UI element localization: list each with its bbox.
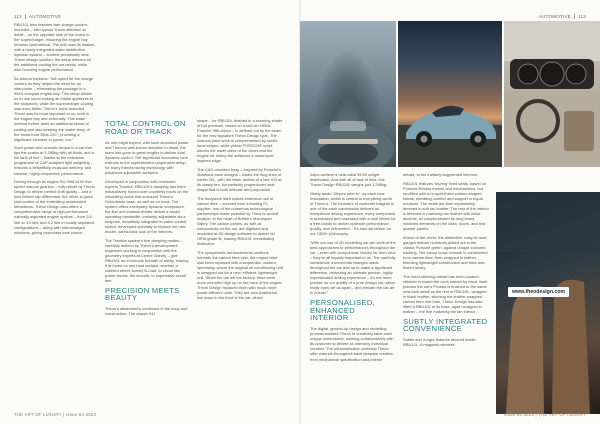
paragraph: Ahead of the driver, the distinctive, easy-to-read gauges feature numerals picked out in the classic Porsche green, against unique coloured backing. The luxury cross console is constructed from carbon fibre, then wrapped in leather, blending lightweight construction and tried-and-tested luxury.	[403, 234, 488, 270]
header-divider	[574, 14, 575, 19]
paragraph: The sympathetic enhancements continue beneath the carbon fibre skin, the engine brief was been replaced with a sequential, modern, speedway, where the original air conditioning unit is swapped out for a new, efficient, lightweight unit. When the car left the factory, there were more mounted high up on the back of the engine. Theon Design replaced them with much more power-efficient units. They are now positioned low down in the front of the car, which	[197, 249, 283, 301]
heading-personalised: PERSONALISED, ENHANCED INTERIOR	[310, 297, 376, 323]
paragraph: As one might expect, with such abundant power and Theon’s well-known attention to detail, the team has gone to great lengths to deliver total dynamic control. The significant innovation here extends to the sophisticated suspension setup, for many frames racing technology with advanced adjustable dampers.	[105, 139, 189, 175]
paragraph: details, to the invisibly augmented interiors.	[403, 172, 479, 177]
photo-dashboard-gauges	[504, 21, 600, 167]
paragraph: RBU10L also features twin charge coolers, mounted – with typical Theon attention to detail – on the opposite side of the motor to the supercharger, ensuring the engine bay remains symmetrical. The unit uses its intakes with a newly integrated water distribution injection system – another predictably neat Theon design solution; the setup delivers all the additional cooling the car needs, while also boosting engine performance.	[14, 22, 95, 73]
interior-illustration	[496, 192, 600, 414]
paragraph: Theon’s attainment’s continued in the body and construction. The classic 911	[105, 306, 188, 317]
left-page-footer: THE ART OF LUXURY | Issue 64 2023	[14, 412, 97, 417]
header-divider	[25, 14, 26, 19]
paragraph: Driving through its engine 911 R66 6100 five-speed manual gearbox – fully rebuilt by Theon Design to deliver perfect shift quality – and a new limited slip differential, the driver is given total control of the enthralling accelerated sensations. Theon Design also offers a comprehensive range of high-performance naturally aspirated engine options – from 3.6 litre to 4.0 litre and 4.2 litre in locally aspirated configurations – along with turbocharged solutions, giving customers total choice.	[14, 179, 95, 235]
paragraph: helps achieve a near-ideal 39:59 weight distribution. And with all of lack of fluid, this Theon Design RBU10L weighs just 1,295kg.	[310, 172, 388, 188]
right-page-header	[539, 14, 586, 19]
photo-car-rear-closeup	[300, 21, 396, 167]
paragraph: Such power and acoustic torque in a car that tips the scales at 1,295kg with all fluids, and a full tank of fuel – thanks to the extensive programme of CAP-sculpted light weighting – ensures a delightfully muscular delivery, and visceral, highly-responsive performance.	[14, 145, 94, 176]
right-page-number: 113	[578, 14, 586, 19]
left-page-header	[14, 14, 61, 19]
paragraph: Subtle and in-light features abound inside RBU10L. A magnetic wireless	[403, 337, 476, 348]
text-column-1	[14, 22, 95, 400]
photo-car-sunset	[398, 21, 502, 167]
website-badge: www.theodesign.com	[508, 287, 569, 297]
paragraph: The bodywork itself makes extensive use of carbon fibre – sourced from a leading F1 supplier, one of the numerous technological partnerships made possible by Theon’s central location, in the heart of Britain’s Motorsport Valley. The carbon panels, as with all components on the car, are digitised and modelled at 3D design software to deliver an OEM-grade fit, making RBU10L immediately distinctive.	[197, 195, 279, 247]
paragraph: The digital, ground-up design and modelling process enables Theon to creatively tailor each unique commission, working collaboratively with its customer to deliver an intensely individual creation. The personalisation potential Theon offer extends throughout each bespoke creation, from mechanical specification and interior	[310, 326, 395, 362]
left-page-number: 112	[14, 14, 22, 19]
paragraph: “With our use of 3D modelling we can work at the best approaches to performances throughout the car – even with components hidden far from view – they’re all equally important to us. The carefully considered, incremental changes made throughout the car add up to make a significant difference, delivering an ultimate precise, highly sophisticated driving experience – it’s the more precise on our quality of a pure design car, which really does set us apart – and elevate the car-art to a level.”	[310, 239, 396, 296]
paragraph: The Tractive system’s five damping modes – carefully defined by Theon’s development engineers working in conjunction with the geometry experts at Centre Gravity – give RBU10L an enormous breadth of ability, making it at home on any road surface, whether a cobbled street, twenty B-road, to circuit like power bursts, the smooth, to impressive circuit feel.	[105, 237, 189, 283]
heading-subtly-integrated: SUBTLY INTEGRATED CONVENIENCE	[403, 316, 488, 334]
heading-precision: PRECISION MEETS BEAUTY	[105, 285, 180, 303]
paragraph: RBU10L features ‘touring’ fixed seats, based on Porsche Recaro frames and mechanisms, but modified with a re-speed and custom-shaped foams, elevating comfort and support in equal measure. The seats are then expensively trimmed in soft tan leather. The rest of the interior is trimmed in matching tan leather with black accents, all complemented by long tones, matched elements on the dash, doors, and rear quarter panels.	[403, 180, 489, 232]
dashboard-illustration	[504, 21, 600, 167]
right-section-label: AUTOMOTIVE	[538, 14, 572, 19]
text-column-5	[403, 172, 489, 408]
heading-total-control: TOTAL CONTROL ON ROAD OR TRACK	[105, 119, 186, 136]
text-column-4	[310, 172, 396, 408]
right-page-footer: Issue 64 2023 | THE ART OF LUXURY	[503, 412, 586, 417]
paragraph: The hand-stitching ahead has been custom-stitched to match the car’s interior by hand, itself (carries the car’s Prussia is finished to the same new-bold detail as the rest of RBU10L, wrapped in black leather, stitching the leather-wrapped carbon fibre hoe tube. Theon Design has also fitted a RBU10L at its base, again wrapped in leather – the fine matching the tan interior.	[403, 273, 488, 314]
text-column-2	[105, 118, 189, 408]
paragraph: As Adamo explains: “We opted for the charge coolers as they helped the need for an intercooler – eliminating the package in a 964’s compact engine bay. This setup allows us to use usual looking air intake apertures to the bodywork, while the supercharger cooling was even better. Theon’s trunk-mounted Theon was its most important to us, both in the engine bay and externally. This water method further adds an additional sense of cooling and also keeping the intake temp of the boost from 964s 120°, providing a significant increase in power, too.”	[14, 76, 94, 142]
left-section-label: AUTOMOTIVE	[28, 14, 62, 19]
paragraph: shape – for RBU10L finished in a stunning shade of hot premium, based on a mid-ish 1950s Porsche 356 colour – is defined not by the beam for the new signature Theon Design type. The lustrous paint work is complemented by subtle tonal stripes, while yellow PORSCHE script adorns the lower sides of the doors and the engine lid, aiding the adhesion a motorsport-inspired edge.	[197, 118, 283, 164]
text-column-3	[197, 118, 283, 408]
paragraph: Developed in conjunction with renowned experts Tractive, RBU10L’s damping has been exhaustively honed over countless hours on the circulating roads that surround Theon’s Oxfordshire base, as well as on track. The system offers exemplary dynamic composure, the feel and chassis mobile deliver a broad operating bandwidth, instantly adjustable via a bespoke, beautifully integrated in-cabin control switch, developed specially to replace the new model, pared-back look of the interiors.	[105, 178, 189, 234]
paragraph: Newly audio ‘Stripes refer to’, as each new restoration, which is central to everything world of Theon’s. The founders of customer insights is one of the each commission delivers an exceptional driving experience, every component is scrutinised and assessed with a new Works for a free-hands to deliver optimum performance, quality, and refinement – it’s how we deliver on our OEM+ philosophy.	[310, 190, 396, 237]
photo-interior-seats	[496, 192, 600, 414]
paragraph: The CAD-moulded body – inspired by Porsche’s illustrious track designs – backs the long lines of earlier G/L, with the wider arches of a late 911 at its classy fed, but perfectly proportioned side shape that is both delicate and purposeful.	[197, 167, 282, 193]
car-rear-illustration	[300, 21, 396, 167]
car-sunset-illustration	[398, 21, 502, 167]
